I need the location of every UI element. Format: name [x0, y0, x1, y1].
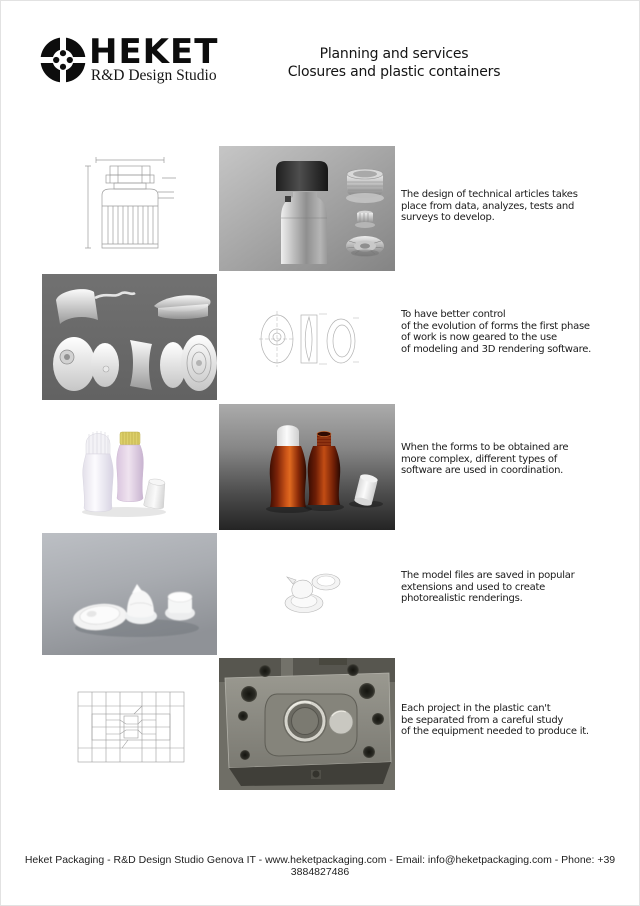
caption-line: The model files are saved in popular [401, 570, 575, 581]
page-title-line1: Planning and services [319, 46, 469, 62]
footer-contact-line: Heket Packaging - R&D Design Studio Genova IT - www.heketpackaging.com - Email: info@heketpackaging.com - Phone: +39 3884827486 [24, 854, 616, 878]
injection-mold-photo [219, 658, 395, 790]
oval-closures-3d-render [42, 274, 217, 400]
container-assembly-cad-drawing [74, 148, 186, 266]
caption-line: of work is now geared to the use [401, 332, 557, 344]
caption-line: software are used in coordination. [401, 465, 564, 477]
row-1-caption [401, 189, 637, 224]
logo-name: HEKET [89, 32, 219, 72]
caption-line: be separated from a careful study [401, 714, 564, 726]
caption-line: photorealistic renderings. [401, 593, 523, 605]
caption-line: of the equipment needed to produce it. [401, 726, 589, 738]
flip-top-caps-3d-render [281, 568, 343, 616]
caption-line: of modeling and 3D rendering software. [401, 344, 592, 356]
caption-line: more complex, different types of [401, 453, 557, 465]
caption-line: surveys to develop. [401, 212, 495, 224]
logo-subtitle: R&D Design Studio [90, 67, 217, 84]
row-3-caption [401, 442, 637, 477]
page-title-line2: Closures and plastic containers [287, 63, 501, 80]
oval-closure-cad-drawing [257, 308, 359, 370]
page-title [244, 46, 544, 81]
caption-line: place from data, analyzes, tests and [401, 200, 575, 212]
logo-text [89, 34, 218, 85]
logo [40, 34, 218, 85]
plastic-closures-photo [42, 533, 217, 655]
registration-target-icon [40, 37, 86, 83]
row-2-caption [401, 309, 637, 356]
caption-line: Each project in the plastic can't [401, 703, 551, 714]
row-5-caption [401, 703, 637, 738]
caption-line: When the forms to be obtained are [401, 442, 569, 453]
amber-bottles-3d-render [219, 404, 395, 530]
exploded-container-3d-render [219, 146, 395, 271]
row-4-caption [401, 570, 637, 605]
caption-line: of the evolution of forms the first phase [401, 320, 590, 332]
caption-line: The design of technical articles takes [401, 189, 578, 200]
caption-line: To have better control [401, 309, 506, 320]
mold-section-cad-drawing [76, 686, 186, 768]
caption-line: extensions and used to create [401, 581, 546, 593]
cosmetic-bottles-photo [76, 418, 170, 518]
